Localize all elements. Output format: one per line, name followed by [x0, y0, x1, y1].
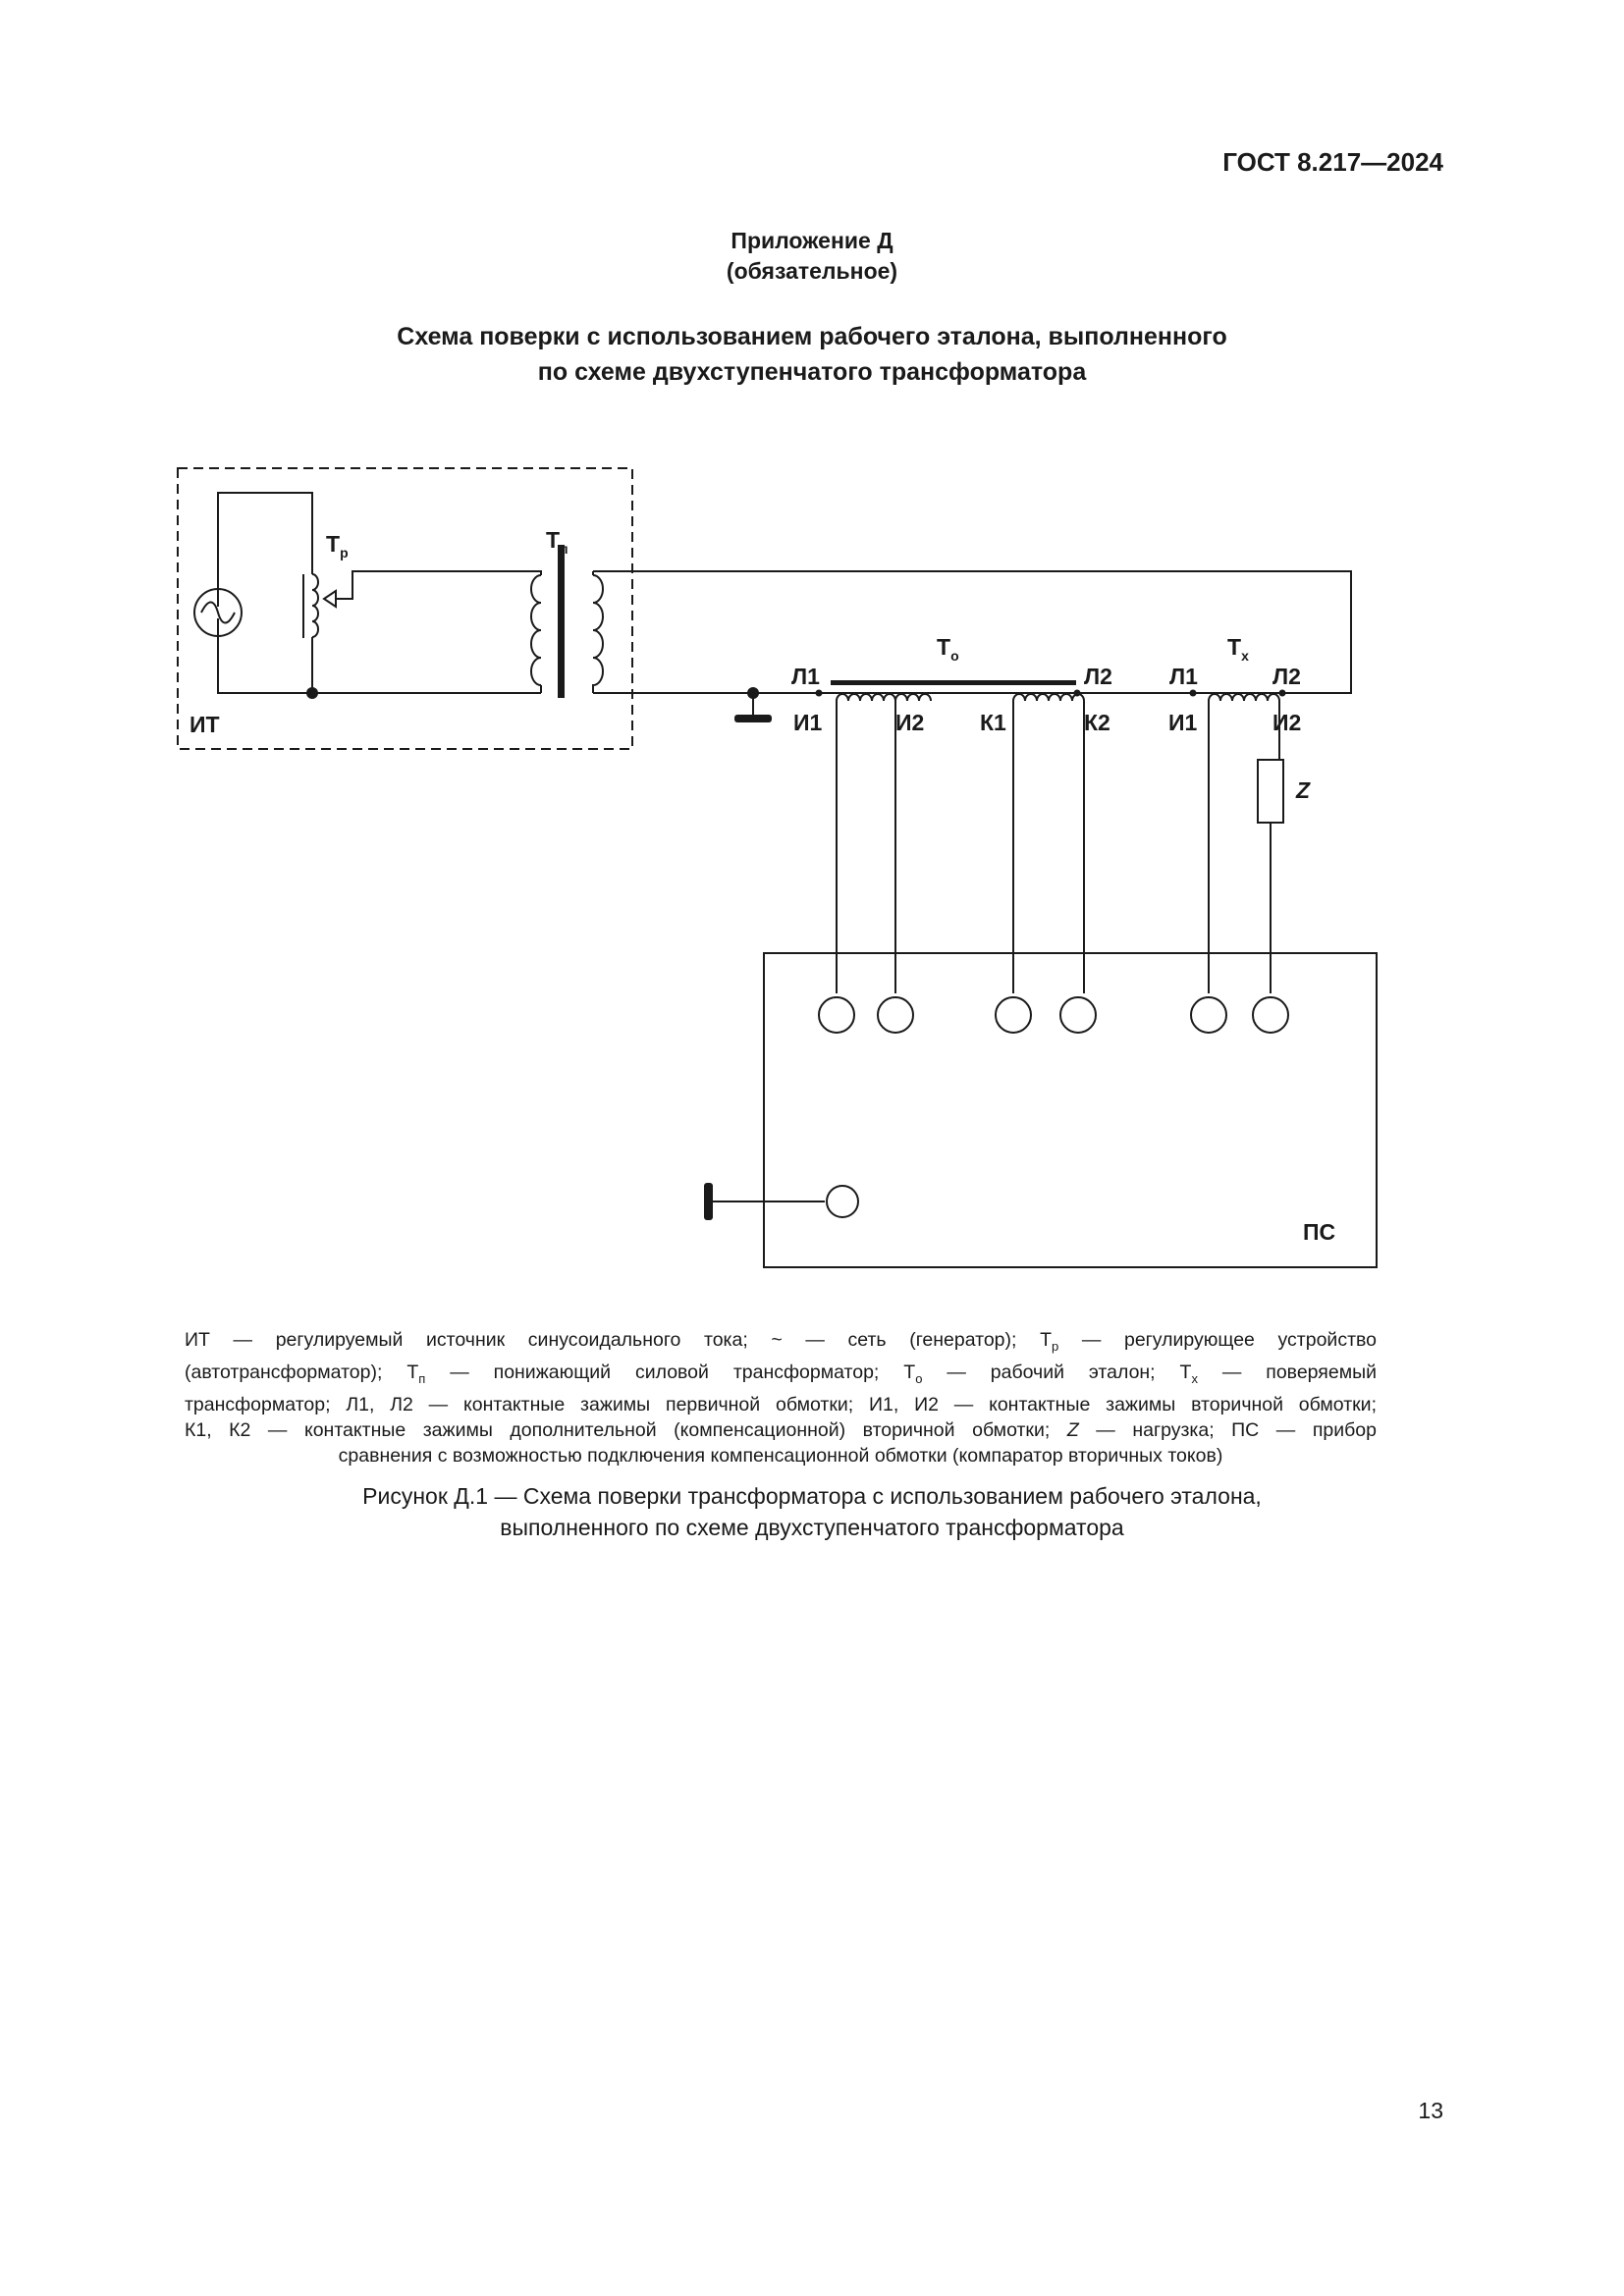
tx-l1-label: Л1	[1169, 664, 1198, 689]
tx-i2-label: И2	[1272, 710, 1302, 735]
to-core	[831, 680, 1076, 685]
tx-secondary-coil	[1209, 694, 1279, 701]
figure-caption	[0, 1480, 1624, 1543]
load-resistor	[1258, 760, 1283, 823]
to-i1-label: И1	[793, 710, 823, 735]
to-label: Т	[937, 634, 951, 660]
terminal-dot	[1190, 690, 1197, 697]
tp-secondary-coil	[593, 571, 603, 693]
to-compensation-coil	[1013, 694, 1084, 701]
generator-wire-bottom	[218, 618, 312, 693]
ps-terminal-5	[1191, 997, 1226, 1033]
annex-title: Приложение Д	[731, 228, 893, 253]
autotransformer-coil	[312, 574, 318, 637]
tx-label: Т	[1227, 634, 1242, 660]
document-id: ГОСТ 8.217—2024	[1222, 147, 1443, 177]
ps-ground-icon	[704, 1183, 713, 1220]
tp-label: Т	[546, 527, 561, 553]
it-label: ИТ	[189, 712, 220, 737]
svg-text:Тx: $Т_x$	[1227, 634, 1249, 664]
legend: ИТ — регулируемый источник синусоидального тока; ~ — сеть (генератор); $Т_р$ — регулирующее устройство (автотрансформатор); $Т_п$ — понижающий силовой трансформатор; $Т_о$ — рабочий эталон; $Т_х$ — поверяемый трансформатор; Л1, Л2 — контактные зажимы первичной обмотки; И1, И2 — контактные зажимы вторичной обмотки; К1, К2 — контактные зажимы дополнительной (компенсационной) вторичной обмотки; Z — нагрузка; ПС — прибор сравнения с возможностью подключения компенсационной обмотки (компаратор вторичных токов)	[185, 1329, 1378, 1467]
ps-terminal-2	[878, 997, 913, 1033]
z-label: Z	[1296, 777, 1311, 803]
svg-text:Тп: $Т_п$	[546, 527, 568, 557]
to-l1-label: Л1	[791, 664, 820, 689]
terminal-dot	[1074, 690, 1081, 697]
caption-line2: выполненного по схеме двухступенчатого трансформатора	[500, 1515, 1124, 1540]
ps-terminal-1	[819, 997, 854, 1033]
to-i2-label: И2	[895, 710, 925, 735]
tp-primary-coil	[531, 575, 541, 685]
tp-core	[558, 545, 565, 698]
ps-terminal-4	[1060, 997, 1096, 1033]
generator-wire-top	[218, 493, 312, 607]
terminal-dot	[816, 690, 823, 697]
tx-l2-label: Л2	[1272, 664, 1301, 689]
ps-ground-terminal	[827, 1186, 858, 1217]
to-l2-label: Л2	[1084, 664, 1112, 689]
tr-label: Т	[326, 531, 341, 557]
to-k1-label: К1	[980, 710, 1006, 735]
ps-label: ПС	[1303, 1219, 1336, 1245]
svg-text:То: $Т_о$	[937, 634, 959, 664]
caption-line1: Рисунок Д.1 — Схема поверки трансформатора с использованием рабочего эталона,	[362, 1483, 1262, 1509]
to-k2-label: К2	[1084, 710, 1110, 735]
tx-i1-label: И1	[1168, 710, 1198, 735]
junction-dot	[747, 687, 759, 699]
autotransformer-slider-icon	[324, 591, 336, 607]
junction-dot	[306, 687, 318, 699]
to-secondary-coil	[837, 694, 931, 701]
terminal-dot	[1279, 690, 1286, 697]
section-title-line2: по схеме двухступенчатого трансформатора	[537, 358, 1087, 386]
annex-status: (обязательное)	[726, 258, 898, 284]
ground-icon	[734, 715, 772, 722]
page-number: 13	[1418, 2098, 1443, 2123]
loop-top-wire	[593, 571, 1351, 693]
section-title-line1: Схема поверки с использованием рабочего эталона, выполненного	[397, 323, 1227, 350]
ps-terminal-6	[1253, 997, 1288, 1033]
ps-terminal-3	[996, 997, 1031, 1033]
svg-text:Тр: $Т_р$	[326, 531, 349, 561]
